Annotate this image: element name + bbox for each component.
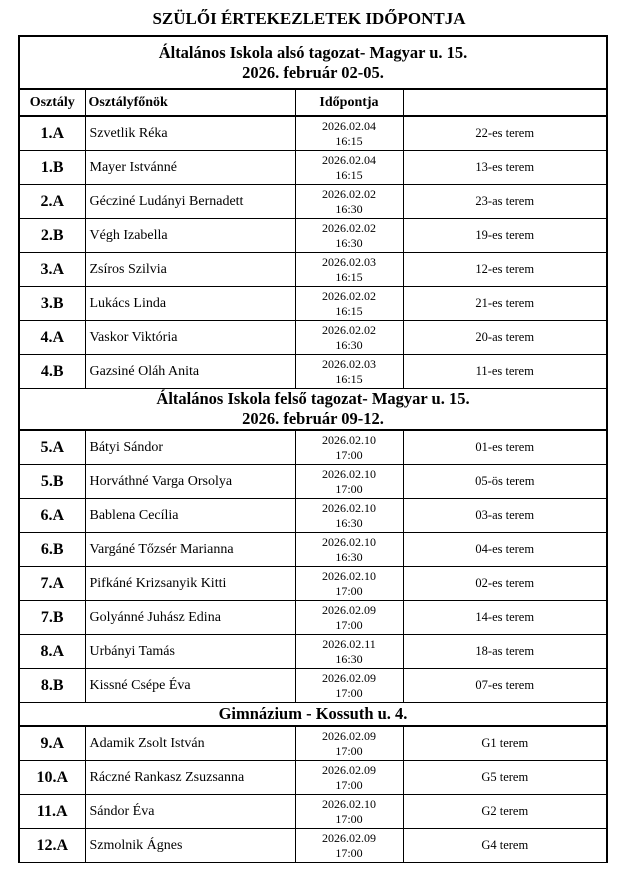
time-cell <box>295 151 403 185</box>
table-row <box>19 151 607 185</box>
teacher-cell: Golyánné Juhász Edina <box>85 601 295 635</box>
room-cell: 22-es terem <box>403 116 607 151</box>
time-cell <box>295 287 403 321</box>
meeting-time: 16:15 <box>335 303 363 318</box>
table-row <box>19 116 607 151</box>
class-cell: 12.A <box>19 829 85 863</box>
meeting-date: 2026.02.09 <box>322 830 376 845</box>
time-cell <box>295 533 403 567</box>
meeting-date: 2026.02.02 <box>322 322 376 337</box>
table-row <box>19 499 607 533</box>
room-cell: 19-es terem <box>403 219 607 253</box>
meeting-time: 17:00 <box>335 777 363 792</box>
class-cell: 7.B <box>19 601 85 635</box>
meeting-date: 2026.02.04 <box>322 152 376 167</box>
table-row <box>19 761 607 795</box>
section-header <box>19 703 607 727</box>
room-cell: 04-es terem <box>403 533 607 567</box>
meeting-time: 16:15 <box>335 371 363 386</box>
room-cell: G1 terem <box>403 726 607 761</box>
room-cell: 14-es terem <box>403 601 607 635</box>
time-cell <box>295 829 403 863</box>
meeting-date: 2026.02.02 <box>322 220 376 235</box>
meeting-date: 2026.02.03 <box>322 356 376 371</box>
table-row <box>19 219 607 253</box>
meeting-date: 2026.02.11 <box>322 636 376 651</box>
section-name: Általános Iskola alsó tagozat- Magyar u. 15. <box>158 42 468 62</box>
teacher-cell: Gécziné Ludányi Bernadett <box>85 185 295 219</box>
room-cell: 18-as terem <box>403 635 607 669</box>
class-cell: 2.B <box>19 219 85 253</box>
meeting-date: 2026.02.09 <box>322 762 376 777</box>
time-cell <box>295 321 403 355</box>
class-cell: 6.B <box>19 533 85 567</box>
column-header-class: Osztály <box>19 89 85 116</box>
table-row <box>19 567 607 601</box>
meeting-date: 2026.02.03 <box>322 254 376 269</box>
room-cell: 12-es terem <box>403 253 607 287</box>
column-header-time: Időpontja <box>295 89 403 116</box>
table-row <box>19 533 607 567</box>
meeting-time: 17:00 <box>335 685 363 700</box>
section-header <box>19 36 607 89</box>
time-cell <box>295 355 403 389</box>
room-cell: 05-ös terem <box>403 465 607 499</box>
time-cell <box>295 253 403 287</box>
room-cell: G2 terem <box>403 795 607 829</box>
time-cell <box>295 499 403 533</box>
room-cell: 23-as terem <box>403 185 607 219</box>
time-cell <box>295 635 403 669</box>
teacher-cell: Végh Izabella <box>85 219 295 253</box>
table-row <box>19 253 607 287</box>
table-row <box>19 635 607 669</box>
teacher-cell: Bátyi Sándor <box>85 430 295 465</box>
class-cell: 3.B <box>19 287 85 321</box>
time-cell <box>295 465 403 499</box>
meeting-date: 2026.02.02 <box>322 186 376 201</box>
time-cell <box>295 116 403 151</box>
section-name: Gimnázium - Kossuth u. 4. <box>218 704 408 723</box>
meeting-time: 16:15 <box>335 269 363 284</box>
class-cell: 1.A <box>19 116 85 151</box>
room-cell: 21-es terem <box>403 287 607 321</box>
class-cell: 5.B <box>19 465 85 499</box>
class-cell: 9.A <box>19 726 85 761</box>
table-row <box>19 669 607 703</box>
column-header-row <box>19 89 607 116</box>
class-cell: 8.B <box>19 669 85 703</box>
room-cell: 20-as terem <box>403 321 607 355</box>
meeting-time: 16:15 <box>335 133 363 148</box>
time-cell <box>295 726 403 761</box>
meeting-time: 17:00 <box>335 447 363 462</box>
meeting-date: 2026.02.10 <box>322 466 376 481</box>
section-title-cell <box>19 36 607 89</box>
table-row <box>19 321 607 355</box>
time-cell <box>295 601 403 635</box>
section-dates: 2026. február 02-05. <box>242 62 384 82</box>
class-cell: 4.A <box>19 321 85 355</box>
meeting-time: 17:00 <box>335 481 363 496</box>
meeting-date: 2026.02.10 <box>322 568 376 583</box>
teacher-cell: Sándor Éva <box>85 795 295 829</box>
class-cell: 8.A <box>19 635 85 669</box>
table-row <box>19 795 607 829</box>
meeting-time: 17:00 <box>335 845 363 860</box>
time-cell <box>295 761 403 795</box>
meeting-time: 16:30 <box>335 651 363 666</box>
class-cell: 10.A <box>19 761 85 795</box>
table-row <box>19 355 607 389</box>
meeting-date: 2026.02.04 <box>322 118 376 133</box>
meeting-time: 17:00 <box>335 811 363 826</box>
time-cell <box>295 430 403 465</box>
room-cell: G5 terem <box>403 761 607 795</box>
meeting-date: 2026.02.02 <box>322 288 376 303</box>
teacher-cell: Zsíros Szilvia <box>85 253 295 287</box>
column-header-room <box>403 89 607 116</box>
class-cell: 1.B <box>19 151 85 185</box>
time-cell <box>295 669 403 703</box>
teacher-cell: Pifkáné Krizsanyik Kitti <box>85 567 295 601</box>
meeting-date: 2026.02.09 <box>322 602 376 617</box>
table-row <box>19 726 607 761</box>
meeting-time: 16:30 <box>335 235 363 250</box>
table-row <box>19 185 607 219</box>
time-cell <box>295 795 403 829</box>
time-cell <box>295 567 403 601</box>
meeting-date: 2026.02.09 <box>322 670 376 685</box>
meeting-time: 16:15 <box>335 167 363 182</box>
schedule-table <box>18 35 608 863</box>
table-row <box>19 829 607 863</box>
teacher-cell: Gazsiné Oláh Anita <box>85 355 295 389</box>
meeting-date: 2026.02.09 <box>322 728 376 743</box>
teacher-cell: Urbányi Tamás <box>85 635 295 669</box>
room-cell: 03-as terem <box>403 499 607 533</box>
teacher-cell: Mayer Istvánné <box>85 151 295 185</box>
class-cell: 2.A <box>19 185 85 219</box>
room-cell: 11-es terem <box>403 355 607 389</box>
teacher-cell: Ráczné Rankasz Zsuzsanna <box>85 761 295 795</box>
teacher-cell: Vargáné Tőzsér Marianna <box>85 533 295 567</box>
meeting-time: 16:30 <box>335 337 363 352</box>
teacher-cell: Bablena Cecília <box>85 499 295 533</box>
section-title-cell <box>19 703 607 727</box>
room-cell: 02-es terem <box>403 567 607 601</box>
table-row <box>19 430 607 465</box>
meeting-time: 17:00 <box>335 617 363 632</box>
meeting-time: 17:00 <box>335 583 363 598</box>
table-row <box>19 287 607 321</box>
teacher-cell: Szvetlik Réka <box>85 116 295 151</box>
meeting-time: 17:00 <box>335 743 363 758</box>
section-header <box>19 389 607 431</box>
class-cell: 7.A <box>19 567 85 601</box>
meeting-date: 2026.02.10 <box>322 796 376 811</box>
table-row <box>19 465 607 499</box>
class-cell: 11.A <box>19 795 85 829</box>
class-cell: 5.A <box>19 430 85 465</box>
column-header-teacher: Osztályfőnök <box>85 89 295 116</box>
teacher-cell: Lukács Linda <box>85 287 295 321</box>
class-cell: 4.B <box>19 355 85 389</box>
section-dates: 2026. február 09-12. <box>242 409 384 428</box>
teacher-cell: Kissné Csépe Éva <box>85 669 295 703</box>
teacher-cell: Szmolnik Ágnes <box>85 829 295 863</box>
teacher-cell: Horváthné Varga Orsolya <box>85 465 295 499</box>
teacher-cell: Adamik Zsolt István <box>85 726 295 761</box>
meeting-time: 16:30 <box>335 515 363 530</box>
room-cell: 07-es terem <box>403 669 607 703</box>
table-row <box>19 601 607 635</box>
teacher-cell: Vaskor Viktória <box>85 321 295 355</box>
room-cell: G4 terem <box>403 829 607 863</box>
meeting-date: 2026.02.10 <box>322 534 376 549</box>
time-cell <box>295 185 403 219</box>
time-cell <box>295 219 403 253</box>
class-cell: 3.A <box>19 253 85 287</box>
meeting-date: 2026.02.10 <box>322 500 376 515</box>
meeting-time: 16:30 <box>335 549 363 564</box>
document-title: SZÜLŐI ÉRTEKEZLETEK IDŐPONTJA <box>152 9 466 28</box>
class-cell: 6.A <box>19 499 85 533</box>
section-title-cell <box>19 389 607 431</box>
room-cell: 01-es terem <box>403 430 607 465</box>
room-cell: 13-es terem <box>403 151 607 185</box>
section-name: Általános Iskola felső tagozat- Magyar u. 15. <box>156 389 470 408</box>
meeting-time: 16:30 <box>335 201 363 216</box>
meeting-date: 2026.02.10 <box>322 432 376 447</box>
